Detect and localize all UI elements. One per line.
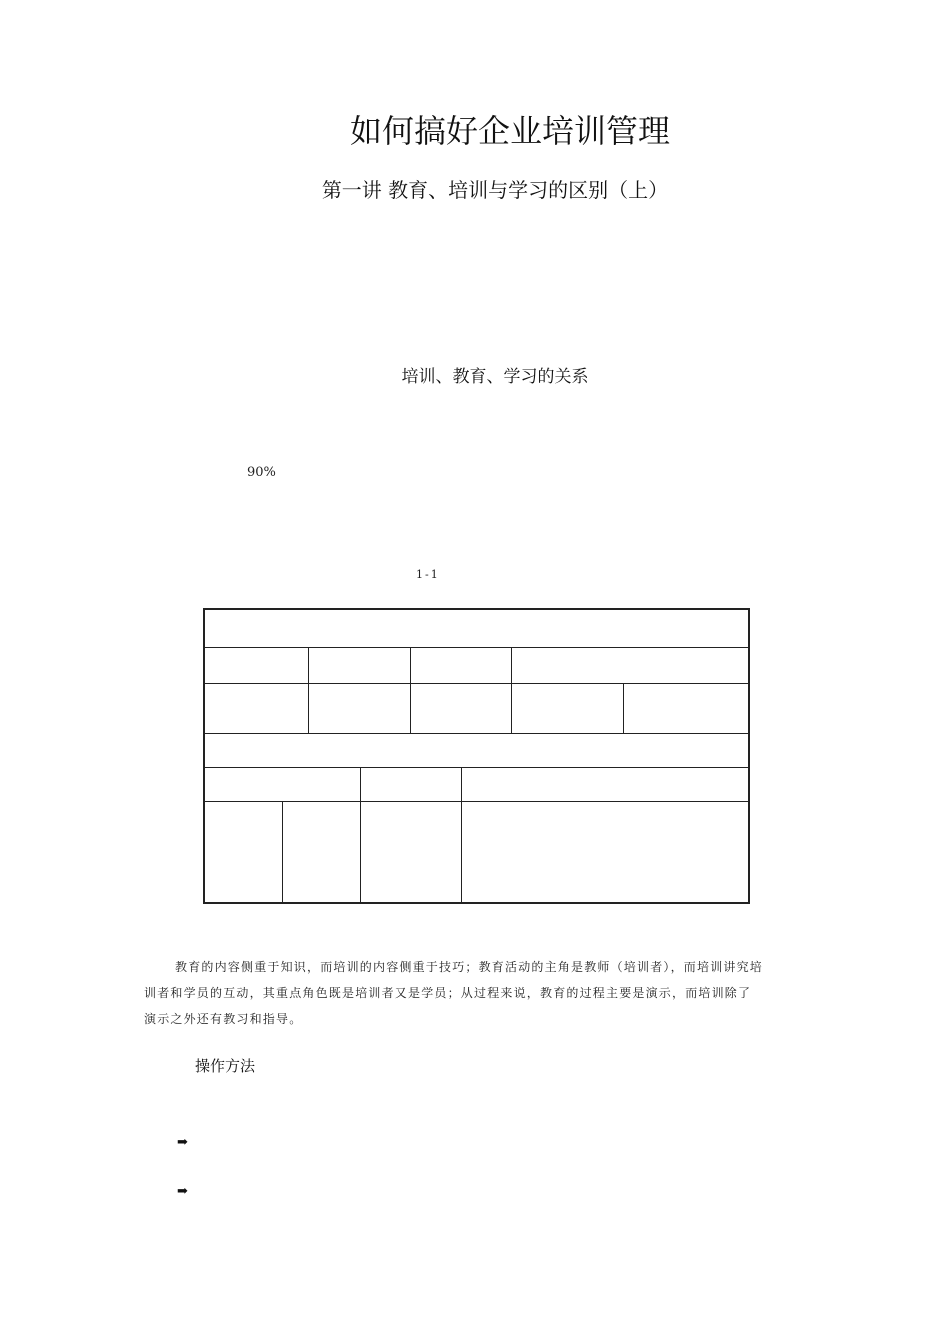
- bullet-item: [177, 1180, 192, 1199]
- table-row: [204, 767, 749, 801]
- table-row: [204, 683, 749, 733]
- table-row: [204, 647, 749, 683]
- paragraph-line: 演示之外还有教习和指导。: [144, 1012, 303, 1026]
- arrow-right-icon: ➡: [177, 1135, 188, 1150]
- table-cell: [204, 767, 360, 801]
- page-title: 如何搞好企业培训管理: [349, 112, 670, 150]
- lecture-subtitle: 第一讲 教育、培训与学习的区别（上）: [321, 178, 669, 202]
- table-cell: [623, 683, 749, 733]
- table-cell: [308, 647, 410, 683]
- table-cell: [282, 801, 360, 903]
- table-cell: [461, 801, 749, 903]
- table-cell: [204, 609, 749, 647]
- table-cell: [410, 683, 511, 733]
- section-heading: 培训、教育、学习的关系: [401, 367, 589, 387]
- comparison-table: [203, 608, 750, 904]
- paragraph-line: 教育的内容侧重于知识，而培训的内容侧重于技巧；教育活动的主角是教师（培训者），而培训讲究培: [175, 960, 764, 974]
- table-cell: [360, 801, 461, 903]
- bullet-item: [177, 1131, 192, 1150]
- table-cell: [204, 683, 308, 733]
- table-caption: 1-1: [416, 568, 440, 581]
- table-row: [204, 733, 749, 767]
- table-cell: [360, 767, 461, 801]
- paragraph-line: 训者和学员的互动，其重点角色既是培训者又是学员；从过程来说，教育的过程主要是演示，而培训除了: [144, 986, 752, 1000]
- table-cell: [308, 683, 410, 733]
- table-cell: [511, 683, 623, 733]
- table-cell: [511, 647, 749, 683]
- percent-value: 90%: [247, 465, 276, 480]
- table-cell: [461, 767, 749, 801]
- table-cell: [204, 801, 282, 903]
- method-heading: 操作方法: [195, 1057, 256, 1075]
- table-cell: [204, 733, 749, 767]
- arrow-right-icon: ➡: [177, 1184, 188, 1199]
- table-row: [204, 801, 749, 903]
- table-cell: [410, 647, 511, 683]
- table-cell: [204, 647, 308, 683]
- table-row: [204, 609, 749, 647]
